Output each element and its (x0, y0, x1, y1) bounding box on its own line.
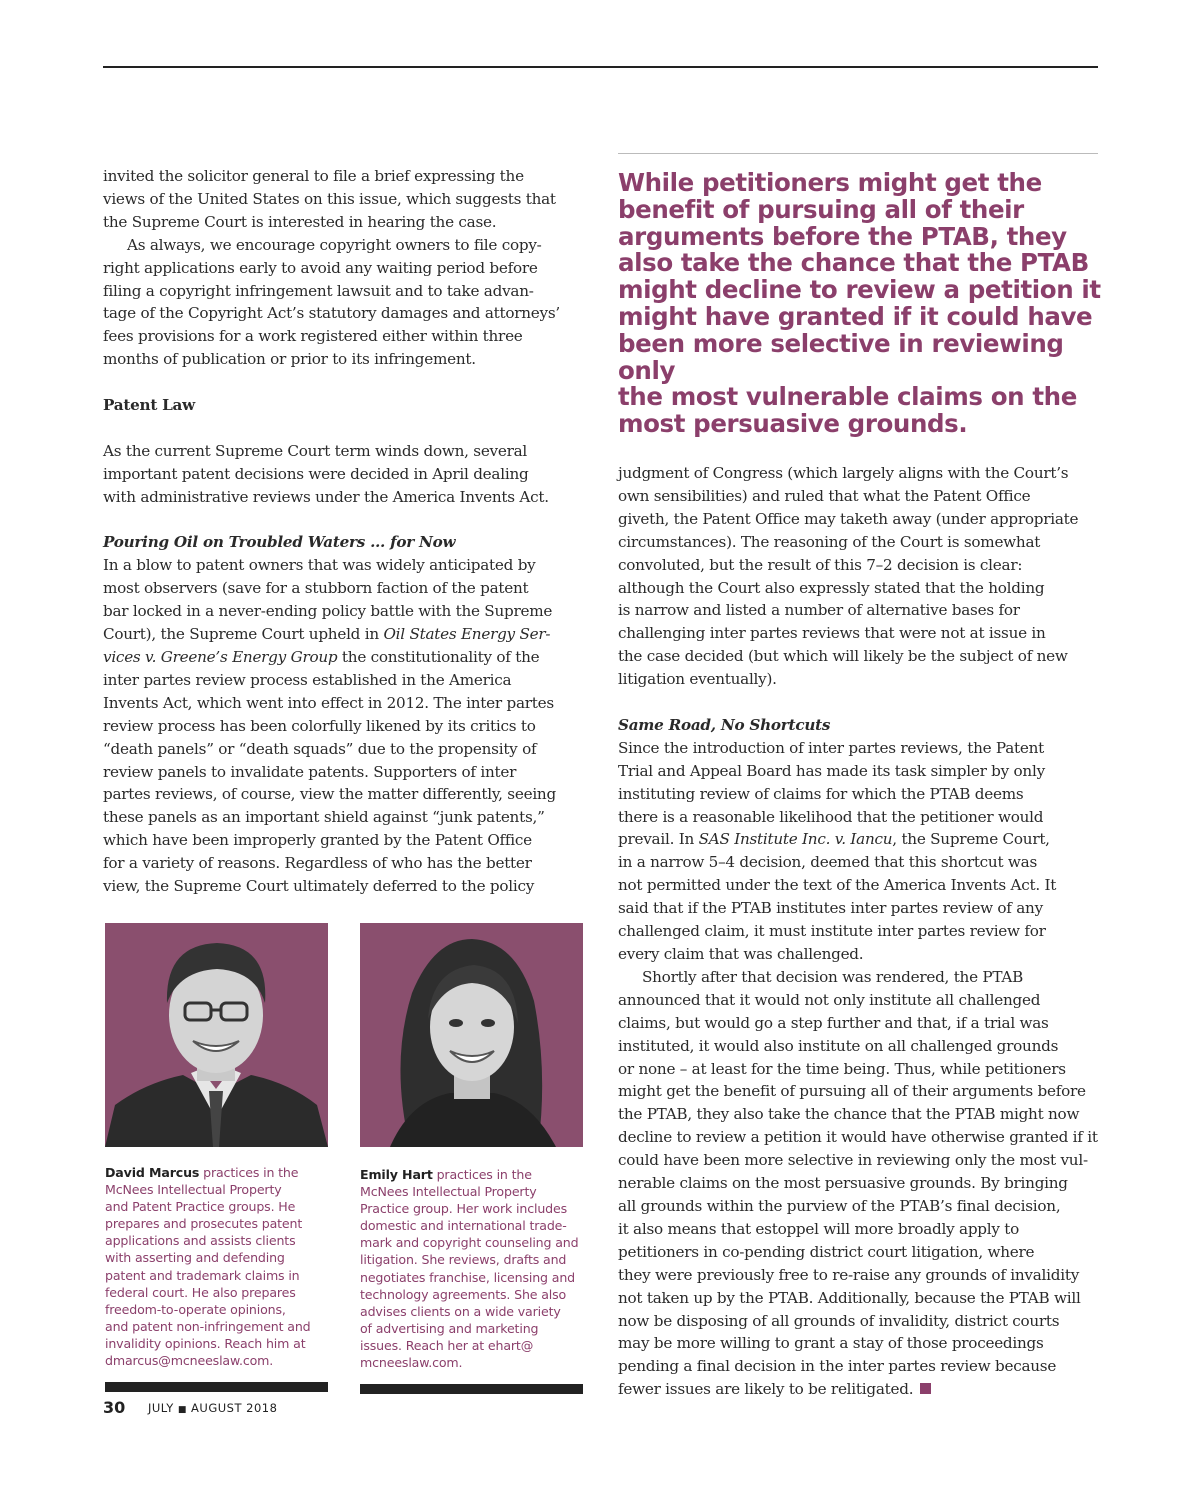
pull-quote-line: also take the chance that the PTAB (618, 248, 1089, 278)
final-line: Shortly after that decision was rendered, the PTAB (642, 967, 1024, 986)
subhead-oil-states: Pouring Oil on Troubled Waters … for Now (103, 533, 456, 552)
author-photo-emily-hart (360, 923, 583, 1147)
bio-line: negotiates franchise, licensing and (360, 1269, 575, 1285)
sas-line: not permitted under the text of the America Invents Act. It (618, 876, 1057, 895)
bio-line: of advertising and marketing (360, 1320, 539, 1336)
bio-line: Practice group. Her work includes (360, 1201, 568, 1217)
section-heading: Patent Law (103, 396, 195, 415)
continuation-line: giveth, the Patent Office may taketh away (under appropriate (618, 509, 1079, 528)
intro-line: invited the solicitor general to file a brief expressing the (103, 167, 524, 185)
final-line: or none – at least for the time being. Thus, while petitioners (618, 1059, 1066, 1078)
bio-line: federal court. He also prepares (105, 1284, 296, 1300)
copyright-line: filing a copyright infringement lawsuit and to take advan- (103, 281, 534, 300)
case-name: SAS Institute Inc. v. Iancu (698, 830, 893, 849)
top-rule (103, 66, 1098, 68)
bio-line: McNees Intellectual Property (360, 1184, 537, 1200)
intro-line: views of the United States on this issue, which suggests that (103, 189, 556, 208)
oil-states-line: review process has been colorfully likened by its critics to (103, 716, 536, 735)
copyright-line: months of publication or prior to its infringement. (103, 350, 476, 369)
pull-quote-line: most persuasive grounds. (618, 409, 968, 439)
bio-line: issues. Reach her at ehart@ (360, 1337, 534, 1353)
end-of-article-square-icon (920, 1383, 931, 1394)
final-line: announced that it would not only institute all challenged (618, 990, 1041, 1009)
author-name: David Marcus (105, 1165, 200, 1180)
issue-date (148, 1401, 277, 1415)
patent-intro-line: important patent decisions were decided in April dealing (103, 464, 529, 483)
final-line: not taken up by the PTAB. Additionally, because the PTAB will (618, 1288, 1081, 1307)
bio-line (360, 1166, 592, 1183)
author-name: Emily Hart (360, 1167, 433, 1182)
final-line: the PTAB, they also take the chance that the PTAB might now (618, 1105, 1080, 1124)
patent-intro-line: with administrative reviews under the America Invents Act. (103, 487, 549, 506)
copyright-line: tage of the Copyright Act’s statutory damages and attorneys’ (103, 304, 560, 323)
final-line (618, 1378, 1100, 1401)
sas-line: every claim that was challenged. (618, 945, 864, 964)
oil-states-line: which have been improperly granted by the Patent Office (103, 831, 532, 850)
oil-states-line: view, the Supreme Court ultimately deferred to the policy (103, 877, 535, 896)
pull-quote-line: been more selective in reviewing only (618, 328, 1064, 385)
final-line: they were previously free to re-raise any grounds of invalidity (618, 1265, 1080, 1284)
author-photo-david-marcus (105, 923, 328, 1147)
sas-line (618, 828, 1100, 851)
final-line: claims, but would go a step further and that, if a trial was (618, 1013, 1049, 1032)
bio-line: domestic and international trade- (360, 1218, 567, 1234)
text-run: the constitutionality of the (337, 647, 540, 666)
continuation-line: judgment of Congress (which largely aligns with the Court’s (618, 464, 1069, 482)
oil-states-line: most observers (save for a stubborn faction of the patent (103, 579, 529, 598)
sas-line: Trial and Appeal Board has made its task simpler by only (618, 761, 1045, 780)
bio-line: freedom-to-operate opinions, (105, 1301, 286, 1317)
pull-quote-line: the most vulnerable claims on the (618, 382, 1077, 412)
text-run: practices in the (199, 1165, 299, 1180)
bio-line: McNees Intellectual Property (105, 1182, 282, 1198)
continuation-line: the case decided (but which will likely be the subject of new (618, 647, 1068, 666)
final-line: could have been more selective in reviewing only the most vul- (618, 1151, 1088, 1170)
bio-line (105, 1164, 337, 1181)
text-run: practices in the (432, 1167, 532, 1182)
bio-line: advises clients on a wide variety (360, 1303, 561, 1319)
bio-line: and Patent Practice groups. He (105, 1199, 296, 1215)
final-line: petitioners in co-pending district court litigation, where (618, 1242, 1035, 1261)
pull-quote-line: While petitioners might get the (618, 168, 1042, 197)
bio-line: invalidity opinions. Reach him at (105, 1335, 306, 1351)
continuation-line: litigation eventually). (618, 670, 777, 689)
continuation-line: own sensibilities) and ruled that what the Patent Office (618, 486, 1031, 505)
text-run: Court), the Supreme Court upheld in (103, 625, 384, 644)
copyright-line: right applications early to avoid any waiting period before (103, 258, 538, 277)
oil-states-line: these panels as an important shield against “junk patents,” (103, 808, 545, 827)
bio-line: patent and trademark claims in (105, 1267, 300, 1283)
copyright-line: fees provisions for a work registered either within three (103, 327, 523, 346)
oil-states-line: Invents Act, which went into effect in 2012. The inter partes (103, 693, 554, 712)
bio-line: technology agreements. She also (360, 1286, 567, 1302)
bio-david-marcus (105, 1164, 337, 1369)
oil-states-line: “death panels” or “death squads” due to the propensity of (103, 739, 537, 758)
continuation-line: although the Court also expressly stated that the holding (618, 578, 1045, 597)
bio-line: and patent non-infringement and (105, 1318, 311, 1334)
final-line: it also means that estoppel will more broadly apply to (618, 1219, 1020, 1238)
oil-states-line: partes reviews, of course, view the matter differently, seeing (103, 785, 556, 804)
issue-separator: ■ (177, 1405, 187, 1415)
text-run: , the Supreme Court, (892, 830, 1050, 849)
oil-states-line: inter partes review process established in the America (103, 670, 512, 689)
bio-bar (360, 1384, 583, 1394)
final-line: pending a final decision in the inter partes review because (618, 1357, 1057, 1376)
oil-states-line: review panels to invalidate patents. Supporters of inter (103, 762, 517, 781)
final-line: all grounds within the purview of the PTAB’s final decision, (618, 1196, 1061, 1215)
oil-states-line: In a blow to patent owners that was widely anticipated by (103, 556, 536, 575)
page-number: 30 (103, 1398, 126, 1417)
continuation-line: circumstances). The reasoning of the Court is somewhat (618, 532, 1041, 551)
bio-emily-hart (360, 1166, 592, 1371)
oil-states-line (103, 623, 583, 646)
text-run: fewer issues are likely to be relitigated. (618, 1380, 914, 1399)
oil-states-line (103, 646, 583, 669)
pull-quote-line: might decline to review a petition it (618, 275, 1101, 305)
case-name: Oil States Energy Ser- (383, 625, 551, 644)
patent-intro-line: As the current Supreme Court term winds down, several (103, 441, 528, 460)
final-line: may be more willing to grant a stay of those proceedings (618, 1334, 1044, 1353)
sas-line: challenged claim, it must institute inter partes review for (618, 922, 1046, 941)
bio-line: applications and assists clients (105, 1233, 296, 1249)
final-line: might get the benefit of pursuing all of their arguments before (618, 1082, 1086, 1101)
sas-line: there is a reasonable likelihood that the petitioner would (618, 807, 1044, 826)
bio-line: dmarcus@mcneeslaw.com. (105, 1353, 274, 1369)
case-name: vices v. Greene’s Energy Group (103, 647, 338, 666)
pull-quote-line: might have granted if it could have (618, 301, 1093, 331)
final-line: instituted, it would also institute on all challenged grounds (618, 1036, 1059, 1055)
bio-line: mark and copyright counseling and (360, 1235, 579, 1251)
issue-month: JULY (148, 1401, 174, 1415)
final-line: nerable claims on the most persuasive grounds. By bringing (618, 1174, 1068, 1193)
right-column (618, 462, 1100, 1401)
bio-line: with asserting and defending (105, 1250, 285, 1266)
final-line: decline to review a petition it would have otherwise granted if it (618, 1128, 1098, 1147)
pull-quote (618, 170, 1104, 438)
sas-line: Since the introduction of inter partes reviews, the Patent (618, 738, 1044, 757)
text-run: prevail. In (618, 830, 699, 849)
continuation-line: is narrow and listed a number of alternative bases for (618, 601, 1020, 620)
pull-quote-rule (618, 153, 1098, 154)
bio-line: prepares and prosecutes patent (105, 1216, 303, 1232)
bio-line: litigation. She reviews, drafts and (360, 1252, 567, 1268)
bio-line: mcneeslaw.com. (360, 1355, 463, 1371)
subhead-same-road: Same Road, No Shortcuts (618, 715, 831, 734)
final-line: now be disposing of all grounds of invalidity, district courts (618, 1311, 1060, 1330)
bio-bar (105, 1382, 328, 1392)
sas-line: in a narrow 5–4 decision, deemed that this shortcut was (618, 853, 1037, 872)
oil-states-line: for a variety of reasons. Regardless of who has the better (103, 854, 532, 873)
copyright-line: As always, we encourage copyright owners to file copy- (127, 235, 542, 254)
sas-line: instituting review of claims for which the PTAB deems (618, 784, 1024, 803)
oil-states-line: bar locked in a never-ending policy battle with the Supreme (103, 602, 553, 621)
sas-line: said that if the PTAB institutes inter partes review of any (618, 899, 1043, 918)
continuation-line: challenging inter partes reviews that were not at issue in (618, 624, 1046, 643)
pull-quote-line: benefit of pursuing all of their (618, 194, 1024, 224)
left-column (103, 165, 583, 898)
pull-quote-line: arguments before the PTAB, they (618, 221, 1067, 251)
intro-line: the Supreme Court is interested in hearing the case. (103, 212, 497, 231)
issue-rest: AUGUST 2018 (191, 1401, 278, 1415)
continuation-line: convoluted, but the result of this 7–2 decision is clear: (618, 555, 1023, 574)
